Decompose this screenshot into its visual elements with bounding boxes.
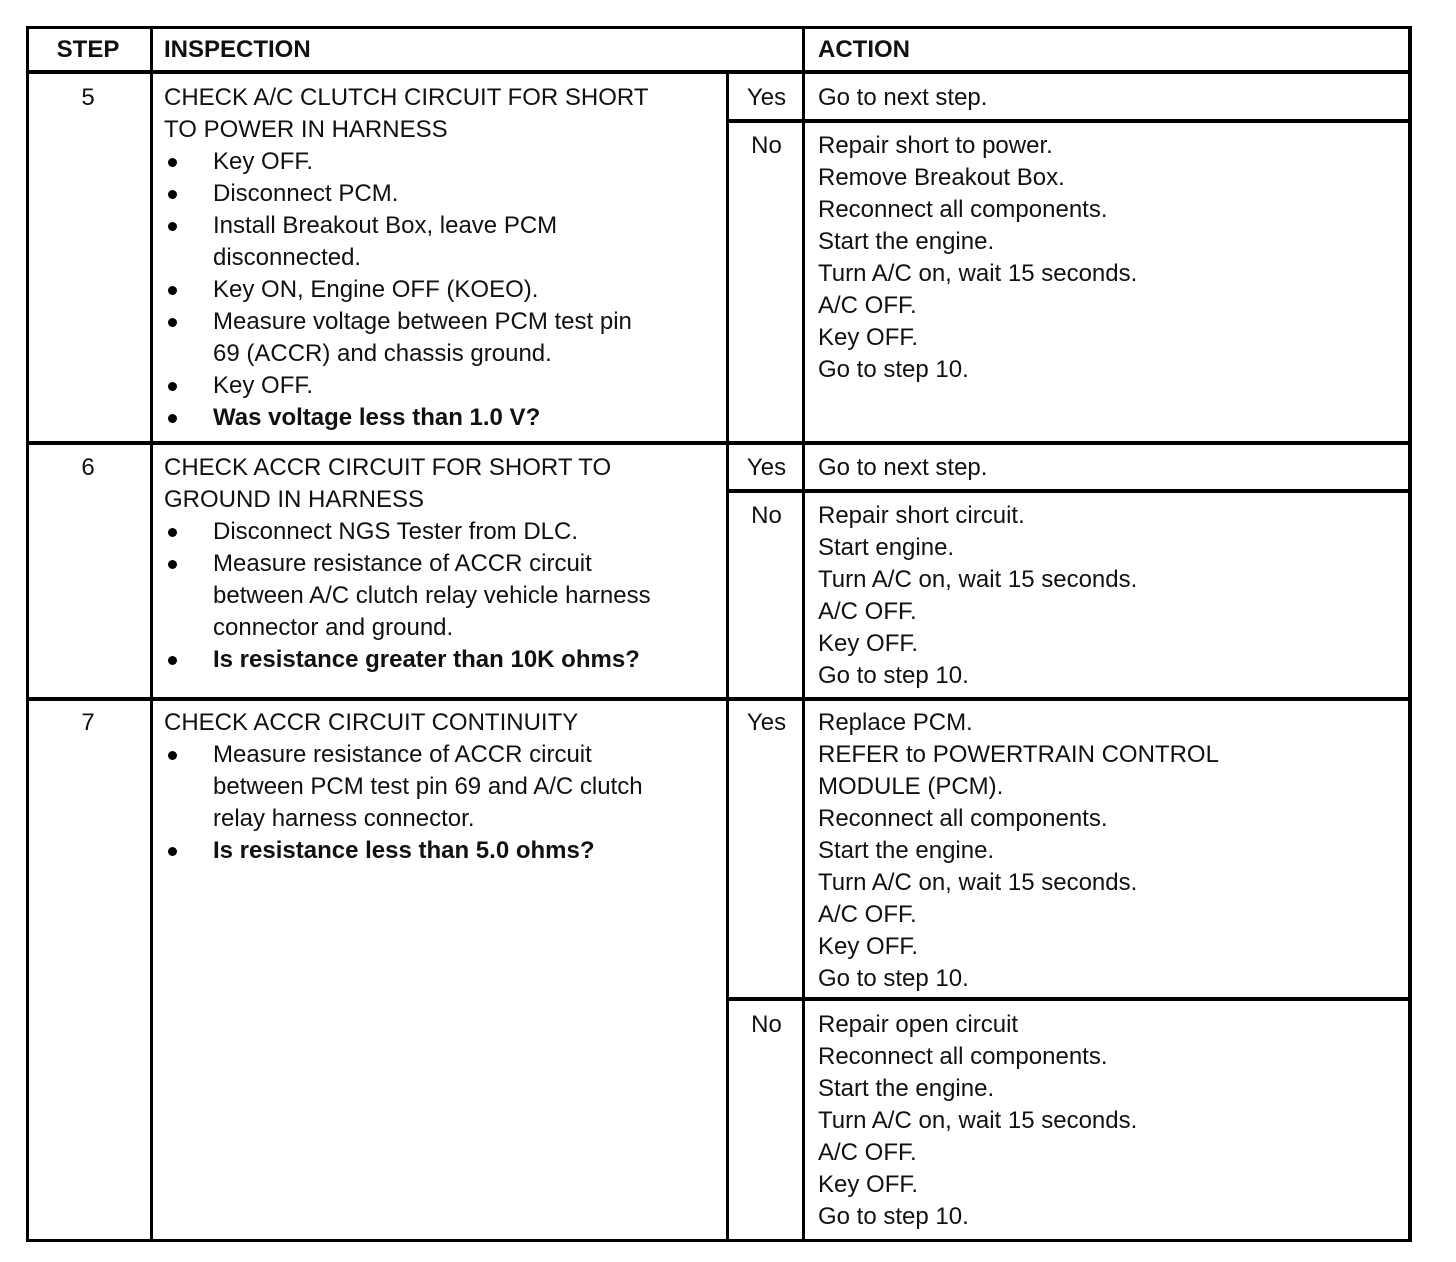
step-bullets [164, 146, 632, 434]
step-number: 5 [81, 84, 95, 111]
step-bullets [164, 516, 651, 676]
header-sep [26, 70, 1412, 74]
list-item: Key OFF. [164, 370, 632, 402]
bullet-icon [168, 382, 177, 391]
bullet-icon [168, 847, 177, 856]
question-item: Is resistance less than 5.0 ohms? [164, 835, 643, 867]
yes-action: Go to next step. [818, 84, 988, 111]
step7-yes-no-sep [726, 997, 1412, 1001]
no-label: No [751, 502, 782, 529]
step6-7-sep [26, 697, 1412, 701]
header-inspection: INSPECTION [164, 36, 311, 63]
step5-6-sep [26, 441, 1412, 445]
question-item: Was voltage less than 1.0 V? [164, 402, 632, 434]
bullet-icon [168, 656, 177, 665]
step-title: CHECK ACCR CIRCUIT CONTINUITY [164, 709, 579, 736]
table-border-right [1408, 26, 1412, 1242]
col-sep-step [150, 26, 153, 1242]
list-item: Install Breakout Box, leave PCM disconnected. [164, 210, 632, 274]
bullet-icon [168, 318, 177, 327]
bullet-icon [168, 560, 177, 569]
question-item: Is resistance greater than 10K ohms? [164, 644, 651, 676]
col-sep-yesno [726, 71, 729, 1242]
yes-label: Yes [746, 709, 787, 736]
table-border-left [26, 26, 29, 1242]
header-step: STEP [56, 36, 120, 63]
bullet-icon [168, 158, 177, 167]
bullet-icon [168, 751, 177, 760]
no-action: Repair open circuit Reconnect all components. Start the engine. Turn A/C on, wait 15 seconds. A/C OFF. Key OFF. Go to step 10. [818, 1011, 1138, 1230]
step6-yes-no-sep [726, 489, 1412, 493]
diagnostic-table [26, 26, 1412, 1242]
no-action: Repair short to power. Remove Breakout Box. Reconnect all components. Start the engine. Turn A/C on, wait 15 seconds. A/C OFF. Key OFF. Go to step 10. [818, 132, 1138, 383]
list-item: Measure resistance of ACCR circuit between A/C clutch relay vehicle harness connector and ground. [164, 548, 651, 644]
no-label: No [751, 1011, 782, 1038]
no-label: No [751, 132, 782, 159]
table-border-top [26, 26, 1412, 29]
yes-label: Yes [746, 84, 787, 111]
table-border-bottom [26, 1239, 1412, 1242]
step-title: CHECK A/C CLUTCH CIRCUIT FOR SHORT TO POWER IN HARNESS [164, 84, 649, 143]
yes-action: Replace PCM. REFER to POWERTRAIN CONTROL MODULE (PCM). Reconnect all components. Start the engine. Turn A/C on, wait 15 seconds. A/C OFF. Key OFF. Go to step 10. [818, 709, 1219, 992]
yes-label: Yes [746, 454, 787, 481]
bullet-icon [168, 414, 177, 423]
step-bullets [164, 739, 643, 867]
step-number: 7 [81, 709, 95, 736]
list-item: Disconnect PCM. [164, 178, 632, 210]
bullet-icon [168, 286, 177, 295]
step5-yes-no-sep [726, 119, 1412, 123]
header-action: ACTION [818, 36, 910, 63]
yes-action: Go to next step. [818, 454, 988, 481]
step-title: CHECK ACCR CIRCUIT FOR SHORT TO GROUND IN HARNESS [164, 454, 612, 513]
list-item: Key OFF. [164, 146, 632, 178]
list-item: Measure resistance of ACCR circuit between PCM test pin 69 and A/C clutch relay harness connector. [164, 739, 643, 835]
list-item: Measure voltage between PCM test pin 69 (ACCR) and chassis ground. [164, 306, 632, 370]
no-action: Repair short circuit. Start engine. Turn A/C on, wait 15 seconds. A/C OFF. Key OFF. Go to step 10. [818, 502, 1138, 689]
bullet-icon [168, 190, 177, 199]
bullet-icon [168, 222, 177, 231]
list-item: Key ON, Engine OFF (KOEO). [164, 274, 632, 306]
step-number: 6 [81, 454, 95, 481]
list-item: Disconnect NGS Tester from DLC. [164, 516, 651, 548]
bullet-icon [168, 528, 177, 537]
col-sep-action [802, 26, 805, 1242]
